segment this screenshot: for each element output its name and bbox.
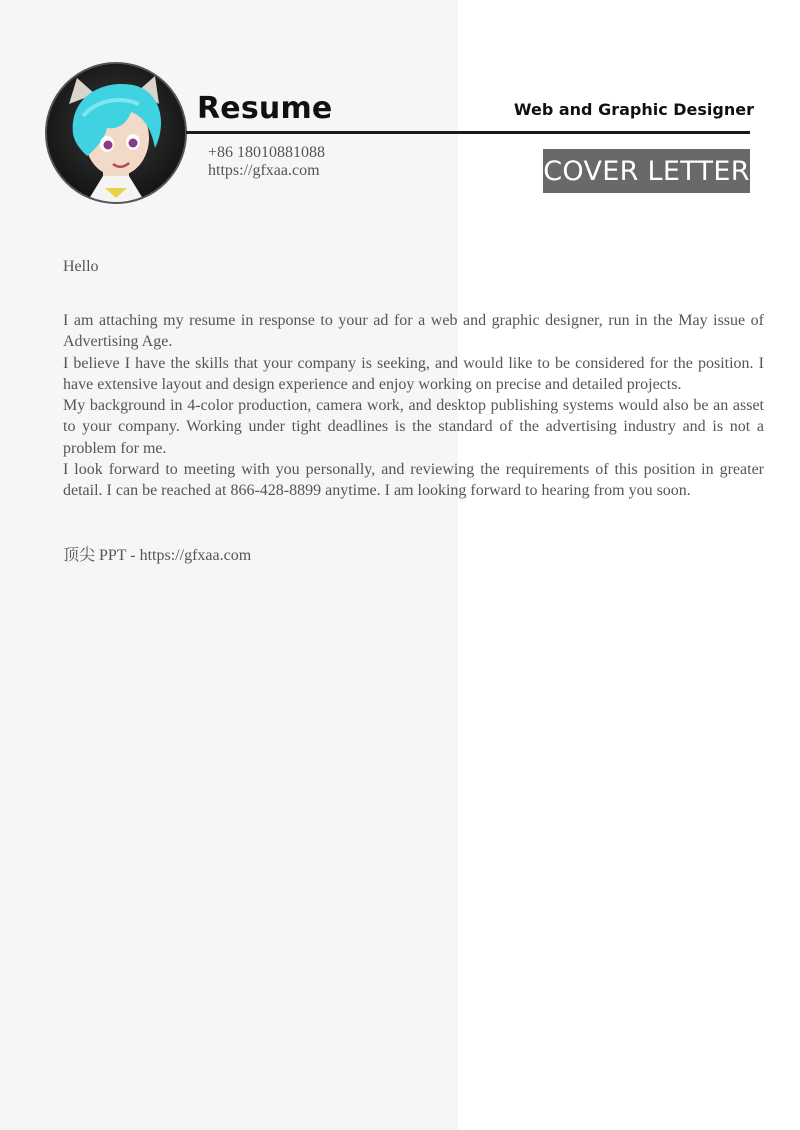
letter-paragraph: I look forward to meeting with you personally, and reviewing the requirements of this position in greater detail. I can be reached at 866-428-8899 anytime. I am looking forward to hearing from you soon. [63, 461, 764, 500]
website-link[interactable]: https://gfxaa.com [208, 162, 320, 179]
letter-paragraph: My background in 4-color production, camera work, and desktop publishing systems would also be an asset to your company. Working under tight deadlines is the standard of the advertising industry and is not a problem for me. [63, 397, 764, 457]
contact-block [208, 144, 325, 180]
profile-avatar [45, 62, 187, 204]
job-title: Web and Graphic Designer [513, 100, 754, 119]
cover-letter-badge: COVER LETTER [543, 149, 750, 193]
header-divider [186, 131, 750, 134]
phone-number: +86 18010881088 [208, 144, 326, 161]
letter-paragraph: I am attaching my resume in response to your ad for a web and graphic designer, run in the May issue of Advertising Age. [63, 312, 764, 351]
letter-footer: 顶尖 PPT - https://gfxaa.com [63, 547, 252, 564]
letter-greeting: Hello [63, 258, 99, 275]
resume-title: Resume [197, 91, 333, 126]
letter-body [63, 310, 764, 502]
letter-paragraph: I believe I have the skills that your company is seeking, and would like to be considered for the position. I have extensive layout and design experience and enjoy working on precise and detailed projects. [63, 354, 764, 393]
